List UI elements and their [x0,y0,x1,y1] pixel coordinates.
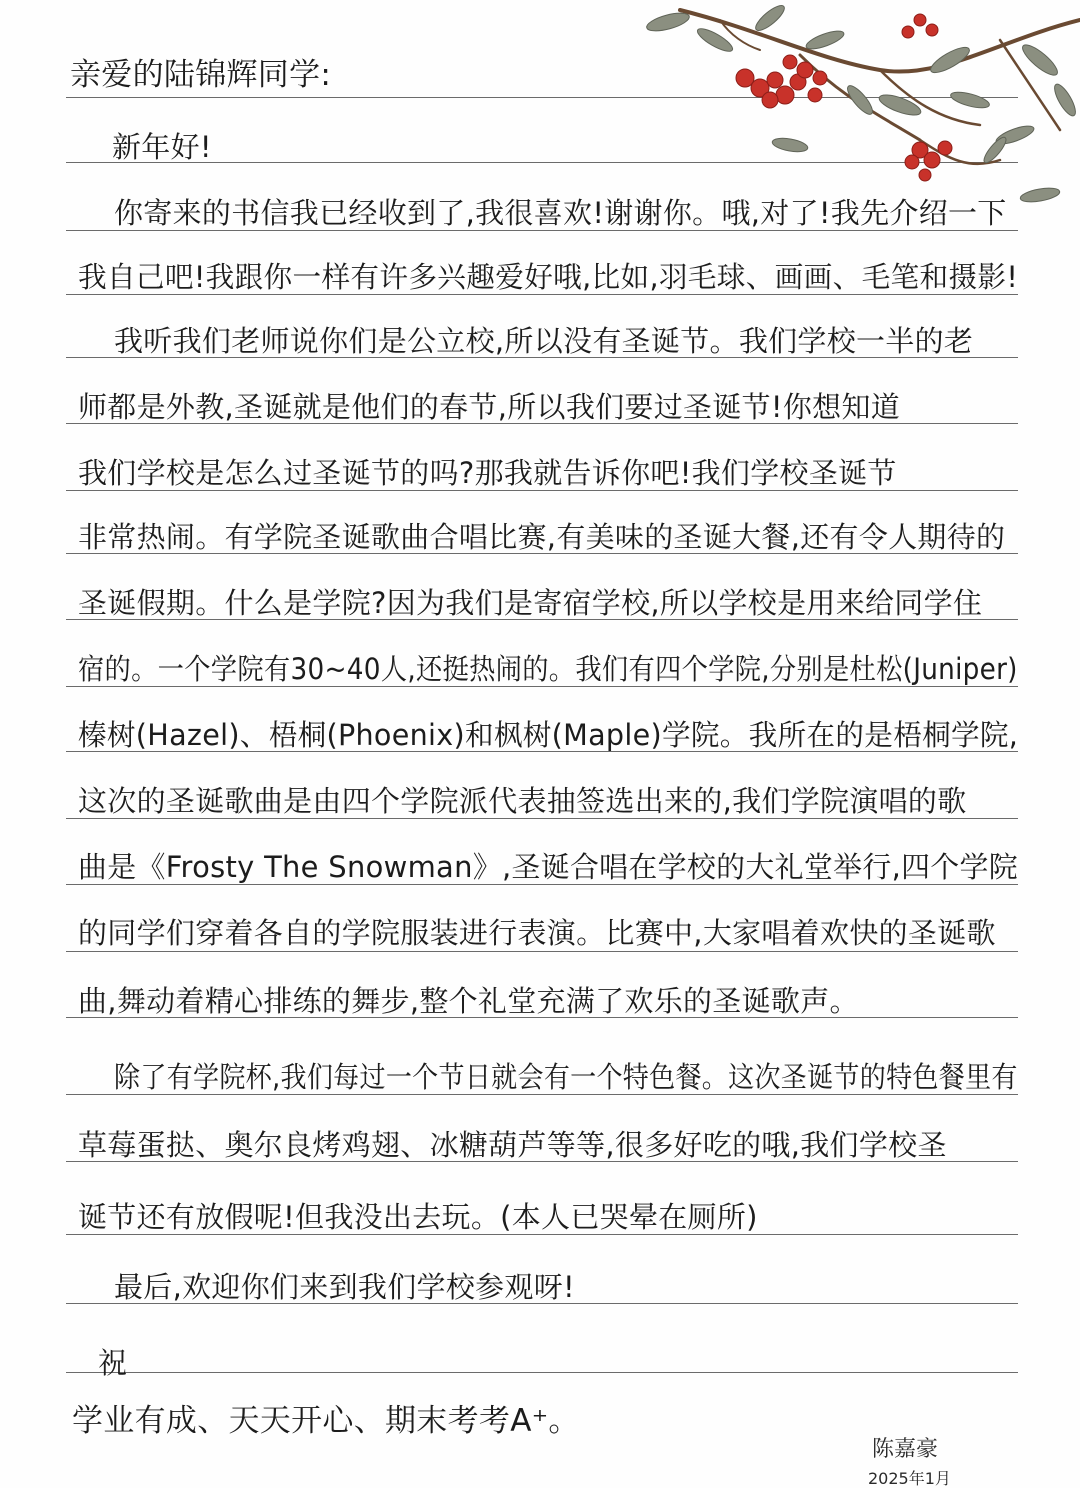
letter-line: 榛树(Hazel)、梧桐(Phoenix)和枫树(Maple)学院。我所在的是梧桐学院, [78,718,1019,752]
letter-line: 师都是外教,圣诞就是他们的春节,所以我们要过圣诞节!你想知道 [78,390,901,424]
letter-line: 诞节还有放假呢!但我没出去玩。(本人已哭晕在厕所) [78,1200,758,1234]
letter-line: 圣诞假期。什么是学院?因为我们是寄宿学校,所以学校是用来给同学住 [78,586,983,620]
letter-closing-wish: 祝 [98,1346,128,1380]
letter-date: 2025年1月 [868,1470,951,1488]
ruled-line [66,1372,1018,1373]
letter-blessing: 学业有成、天天开心、期末考考A⁺。 [72,1403,580,1439]
letter-line: 你寄来的书信我已经收到了,我很喜欢!谢谢你。哦,对了!我先介绍一下 [114,196,1007,230]
letter-line: 宿的。一个学院有30~40人,还挺热闹的。我们有四个学院,分别是杜松(Juniper) [78,652,1018,686]
letter-greeting: 亲爱的陆锦辉同学: [70,57,332,93]
letter-line: 曲是《Frosty The Snowman》,圣诞合唱在学校的大礼堂举行,四个学院 [78,850,1019,884]
letter-line: 最后,欢迎你们来到我们学校参观呀! [114,1270,575,1304]
letter-line: 我听我们老师说你们是公立校,所以没有圣诞节。我们学校一半的老 [114,324,974,358]
letter-line: 除了有学院杯,我们每过一个节日就会有一个特色餐。这次圣诞节的特色餐里有 [114,1060,1018,1094]
letter-line: 非常热闹。有学院圣诞歌曲合唱比赛,有美味的圣诞大餐,还有令人期待的 [78,520,1006,554]
letter-line: 我们学校是怎么过圣诞节的吗?那我就告诉你吧!我们学校圣诞节 [78,456,897,490]
letter-signature: 陈嘉豪 [872,1437,939,1462]
letter-line: 我自己吧!我跟你一样有许多兴趣爱好哦,比如,羽毛球、画画、毛笔和摄影! [78,260,1019,294]
letter-line: 这次的圣诞歌曲是由四个学院派代表抽签选出来的,我们学院演唱的歌 [78,784,967,818]
letter-salutation: 新年好! [112,130,212,164]
letter-line: 草莓蛋挞、奥尔良烤鸡翅、冰糖葫芦等等,很多好吃的哦,我们学校圣 [78,1128,947,1162]
letter-line: 曲,舞动着精心排练的舞步,整个礼堂充满了欢乐的圣诞歌声。 [78,984,859,1018]
letter-line: 的同学们穿着各自的学院服装进行表演。比赛中,大家唱着欢快的圣诞歌 [78,916,996,950]
